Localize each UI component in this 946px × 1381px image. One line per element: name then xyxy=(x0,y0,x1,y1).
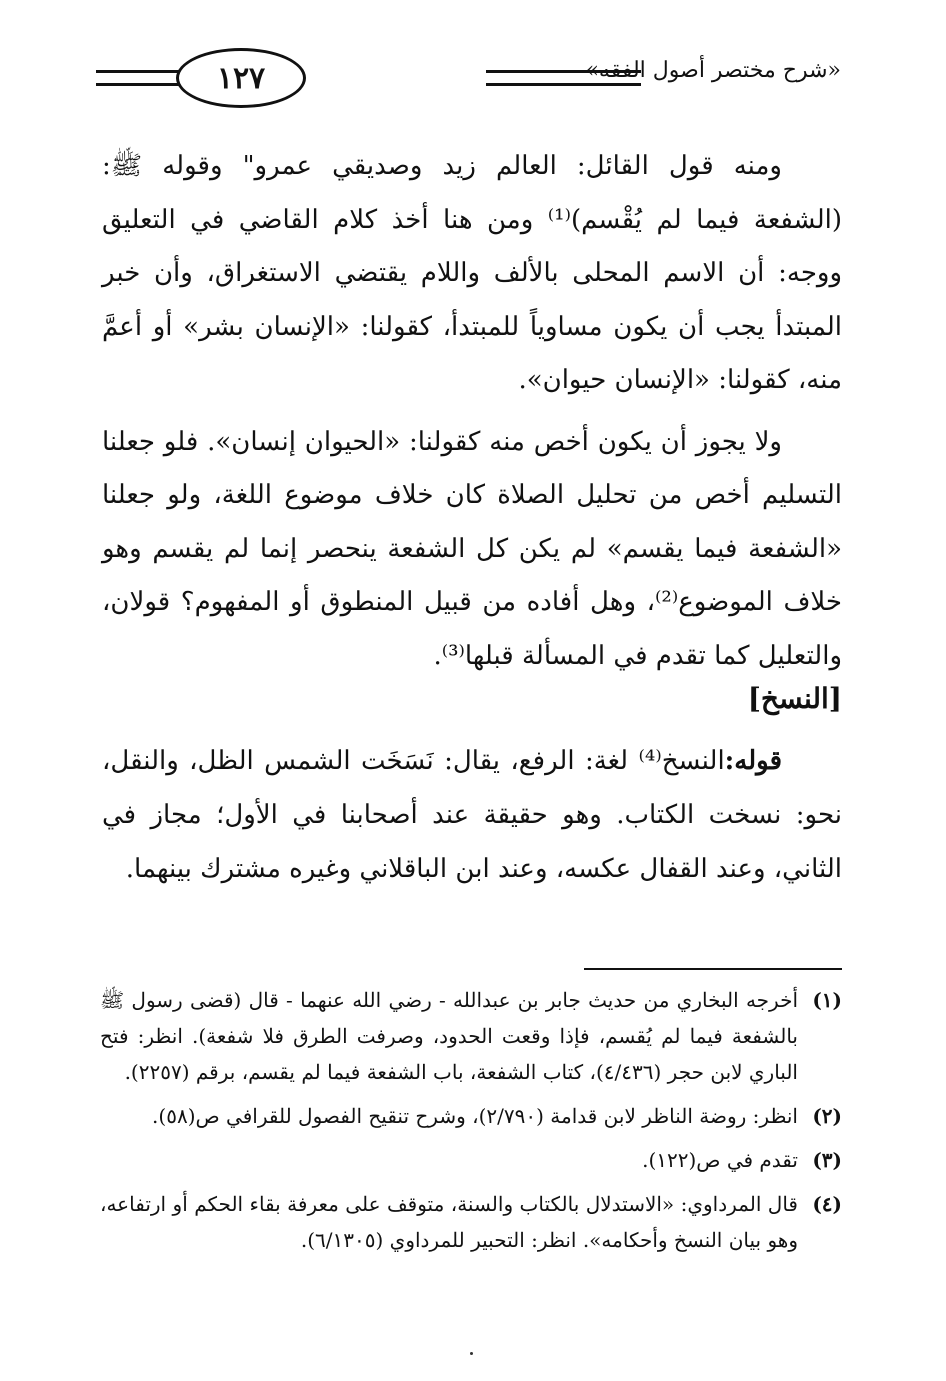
footnote-number: (٣) xyxy=(812,1148,842,1172)
footnote-text: تقدم في ص(١٢٢). xyxy=(642,1148,798,1172)
paragraph-2: ولا يجوز أن يكون أخص منه كقولنا: «الحيوان إنسان». فلو جعلنا التسليم أخص من تحليل الصلاة كان خلاف موضوع اللغة، ولو جعلنا «الشفعة فيما يقسم» لم يكن كل الشفعة ينحصر إنما لم يقسم وهو خلاف الموضوع⁽²⁾، وهل أفاده من قبيل المنطوق أو المفهوم؟ قولان، والتعليل كما تقدم في المسألة قبلها⁽³⁾. xyxy=(102,426,842,671)
footnote-number: (٢) xyxy=(812,1104,842,1128)
print-speck xyxy=(470,1352,473,1355)
footnote-4 xyxy=(100,1186,842,1258)
footnote-separator xyxy=(584,968,842,970)
main-text xyxy=(102,140,842,691)
footnote-text: انظر: روضة الناظر لابن قدامة (٢/٧٩٠)، وشرح تنقيح الفصول للقرافي ص(٥٨). xyxy=(152,1104,798,1128)
footnote-text: أخرجه البخاري من حديث جابر بن عبدالله - رضي الله عنهما - قال (قضى رسول ﷺ بالشفعة فيما لم يُقسم، فإذا وقعت الحدود، وصرفت الطرق فلا شفعة). انظر: فتح الباري لابن حجر (٤/٤٣٦)، كتاب الشفعة، باب الشفعة فيما لم يقسم، برقم (٢٢٥٧). xyxy=(100,988,798,1084)
footnote-1 xyxy=(100,982,842,1090)
page-number: ١٢٧ xyxy=(176,48,306,108)
footnote-text: قال المرداوي: «الاستدلال بالكتاب والسنة، متوقف على معرفة بقاء الحكم أو ارتفاعه، وهو بيان النسخ وأحكامه». انظر: التحبير للمرداوي (٦/١٣٠٥). xyxy=(100,1192,798,1252)
paragraph-3-text: النسخ⁽⁴⁾ لغة: الرفع، يقال: نَسَخَت الشمس الظل، والنقل، نحو: نسخت الكتاب. وهو حقيقة عند أصحابنا في الأول؛ مجاز في الثاني، وعند القفال عكسه، وعند ابن الباقلاني وغيره مشترك بينهما. xyxy=(102,746,842,884)
paragraph-3 xyxy=(102,734,842,896)
paragraph-lead: قوله: xyxy=(724,746,782,776)
section-heading: [النسخ] xyxy=(747,682,842,715)
page-header xyxy=(96,44,841,108)
footnotes xyxy=(100,982,842,1266)
section-text xyxy=(102,734,842,896)
header-rule-left xyxy=(96,70,186,86)
footnote-3 xyxy=(100,1142,842,1178)
paragraph-1: ومنه قول القائل: العالم زيد وصديقي عمرو" وقوله ﷺ: (الشفعة فيما لم يُقْسم)⁽¹⁾ ومن هنا أخذ كلام القاضي في التعليق ووجه: أن الاسم المحلى بالألف واللام يقتضي الاستغراق، وأن خبر المبتدأ يجب أن يكون مساوياً للمبتدأ، كقولنا: «الإنسان بشر» أو أعمَّ منه، كقولنا: «الإنسان حيوان». xyxy=(102,151,842,395)
footnote-2 xyxy=(100,1098,842,1134)
footnote-number: (٤) xyxy=(812,1192,842,1216)
footnote-number: (١) xyxy=(812,988,842,1012)
running-title: «شرح مختصر أصول الفقه» xyxy=(585,58,841,83)
